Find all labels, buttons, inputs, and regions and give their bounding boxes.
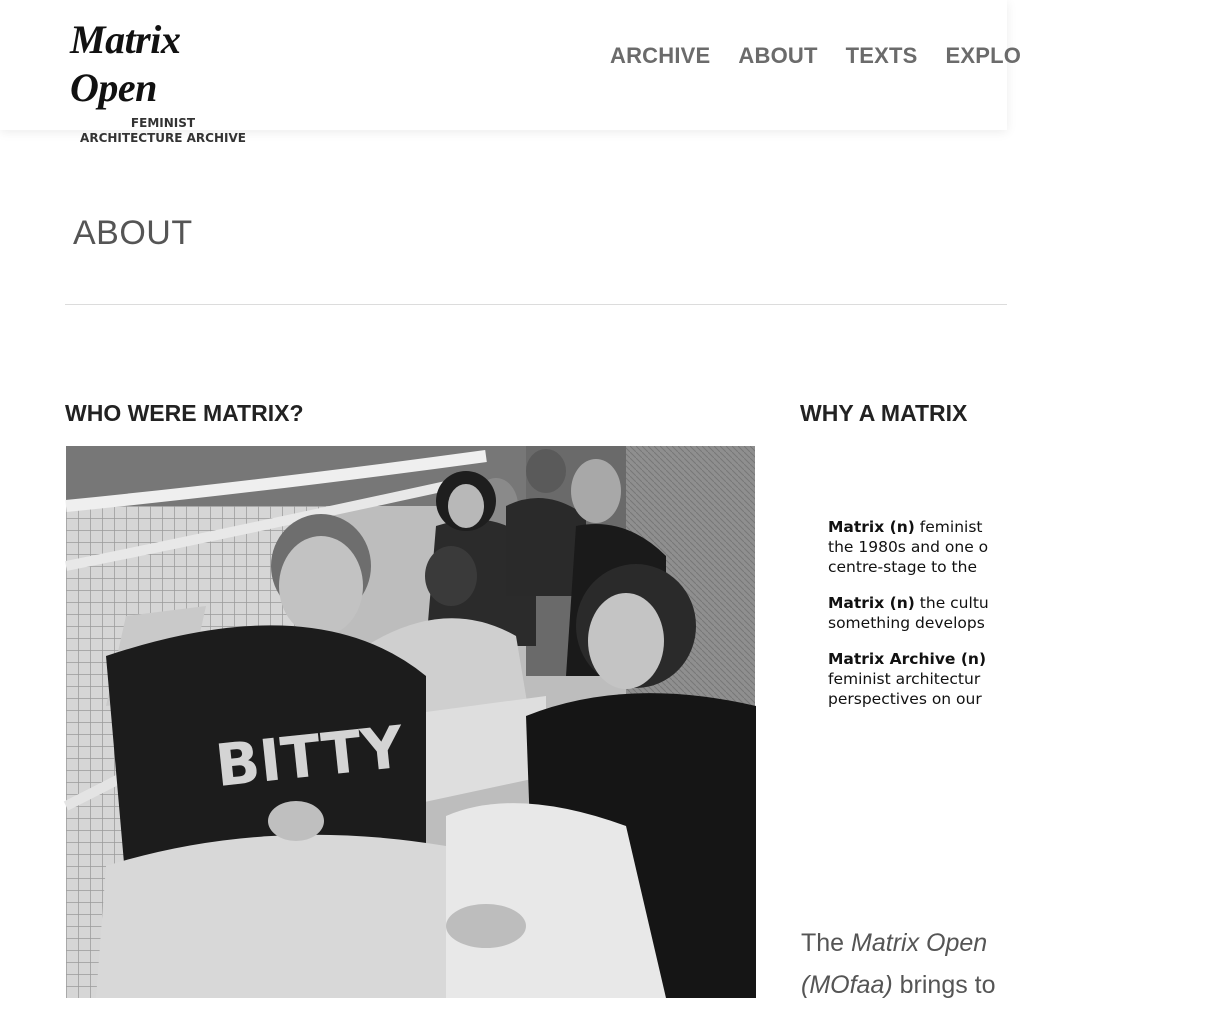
- definition-1-line2: the 1980s and one o: [828, 538, 989, 556]
- main-nav: [610, 43, 1049, 69]
- group-photo: [66, 446, 755, 998]
- definition-2-line2: something develops: [828, 614, 985, 632]
- definition-3: [828, 649, 1228, 709]
- who-heading: WHO WERE MATRIX?: [65, 400, 304, 426]
- intro-title: Matrix Open: [851, 929, 988, 957]
- intro-post: brings to: [892, 971, 996, 999]
- why-heading: WHY A MATRIX: [800, 400, 968, 426]
- definition-1: [828, 517, 1228, 577]
- nav-about[interactable]: ABOUT: [738, 43, 818, 68]
- definition-3-line2: feminist architectur: [828, 670, 981, 688]
- nav-archive[interactable]: ARCHIVE: [610, 43, 711, 68]
- nav-explore[interactable]: EXPLO: [945, 43, 1022, 68]
- definition-1-line3: centre-stage to the: [828, 558, 977, 576]
- definition-2-text: the cultu: [919, 594, 989, 612]
- nav-texts[interactable]: TEXTS: [845, 43, 918, 68]
- definition-3-line3: perspectives on our: [828, 690, 982, 708]
- intro-paragraph: [801, 922, 1221, 1006]
- definition-3-term: Matrix Archive (n): [828, 650, 987, 668]
- page-title: ABOUT: [73, 214, 193, 252]
- logo-subtitle: FEMINIST ARCHITECTURE ARCHIVE: [80, 116, 246, 145]
- site-header: [0, 0, 1022, 145]
- definition-1-text: feminist: [919, 518, 983, 536]
- logo-title: Matrix Open: [70, 17, 181, 110]
- shirt-text: BITTY: [212, 712, 407, 801]
- intro-acronym: (MOfaa): [801, 971, 893, 999]
- definitions-image: [828, 517, 1228, 725]
- title-divider: [65, 304, 1007, 305]
- definition-2-term: Matrix (n): [828, 594, 915, 612]
- intro-pre: The: [801, 929, 852, 957]
- site-logo[interactable]: [70, 16, 265, 146]
- definition-2: [828, 593, 1228, 633]
- definition-1-term: Matrix (n): [828, 518, 915, 536]
